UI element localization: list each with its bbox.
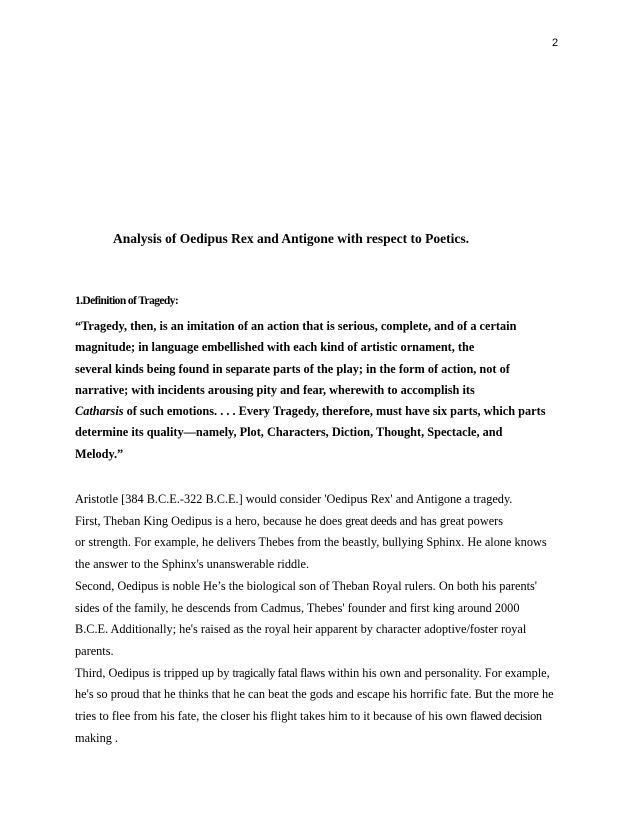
body-line: Aristotle [384 B.C.E.-322 B.C.E.] would consider 'Oedipus Rex' and Antigone a tragedy. xyxy=(75,492,513,506)
body-line xyxy=(75,706,554,728)
aristotle-quote xyxy=(75,316,545,465)
body-line: making . xyxy=(75,730,119,745)
quote-line-rest: of such emotions. . . . Every Tragedy, therefore, must have six parts, which parts xyxy=(123,404,546,419)
body-paragraphs xyxy=(75,489,554,749)
quote-line: magnitude; in language embellished with each kind of artistic ornament, the xyxy=(75,340,475,355)
body-text-segment: and has great powers xyxy=(396,513,504,528)
quote-line: determine its quality—namely, Plot, Characters, Diction, Thought, Spectacle, and xyxy=(75,425,503,440)
body-line: Second, Oedipus is noble He’s the biological son of Theban Royal rulers. On both his parents' xyxy=(75,578,538,593)
body-line: or strength. For example, he delivers Thebes from the beastly, bullying Sphinx. He alone knows xyxy=(75,535,547,550)
section-heading: 1.Definition of Tragedy: xyxy=(75,295,179,307)
body-line: the answer to the Sphinx's unanswerable riddle. xyxy=(75,557,310,572)
document-title: Analysis of Oedipus Rex and Antigone with respect to Poetics. xyxy=(113,231,470,246)
body-text-segment: tries to flee from his fate, the closer his flight takes him to it because of his own xyxy=(75,709,471,724)
quote-line xyxy=(75,401,545,422)
quote-line: narrative; with incidents arousing pity and fear, wherewith to accomplish its xyxy=(75,382,475,397)
body-text-segment: First, Theban King Oedipus is a hero, because he does xyxy=(75,513,346,528)
body-text-segment: Third, Oedipus is tripped up by xyxy=(75,665,233,680)
body-text-segment: within his own and personality. For example, xyxy=(324,665,550,680)
quote-line: several kinds being found in separate parts of the play; in the form of action, not of xyxy=(75,361,510,376)
body-line: he's so proud that he thinks that he can beat the gods and escape his horrific fate. But the more he xyxy=(75,687,554,702)
body-text-segment: great deeds xyxy=(345,513,397,528)
body-line xyxy=(75,663,554,685)
body-line: sides of the family, he descends from Cadmus, Thebes' founder and first king around 2000 xyxy=(75,600,520,615)
page-number: 2 xyxy=(552,37,559,49)
quote-line: Melody.” xyxy=(75,446,124,461)
body-line: parents. xyxy=(75,643,114,658)
quote-line: “Tragedy, then, is an imitation of an action that is serious, complete, and of a certain xyxy=(75,319,517,333)
body-text-segment: flawed decision xyxy=(470,709,542,724)
body-line: B.C.E. Additionally; he's raised as the royal heir apparent by character adoptive/foster royal xyxy=(75,622,527,637)
catharsis-term: Catharsis xyxy=(75,404,124,419)
body-text-segment: tragically fatal flaws xyxy=(232,665,325,680)
body-line xyxy=(75,511,554,533)
